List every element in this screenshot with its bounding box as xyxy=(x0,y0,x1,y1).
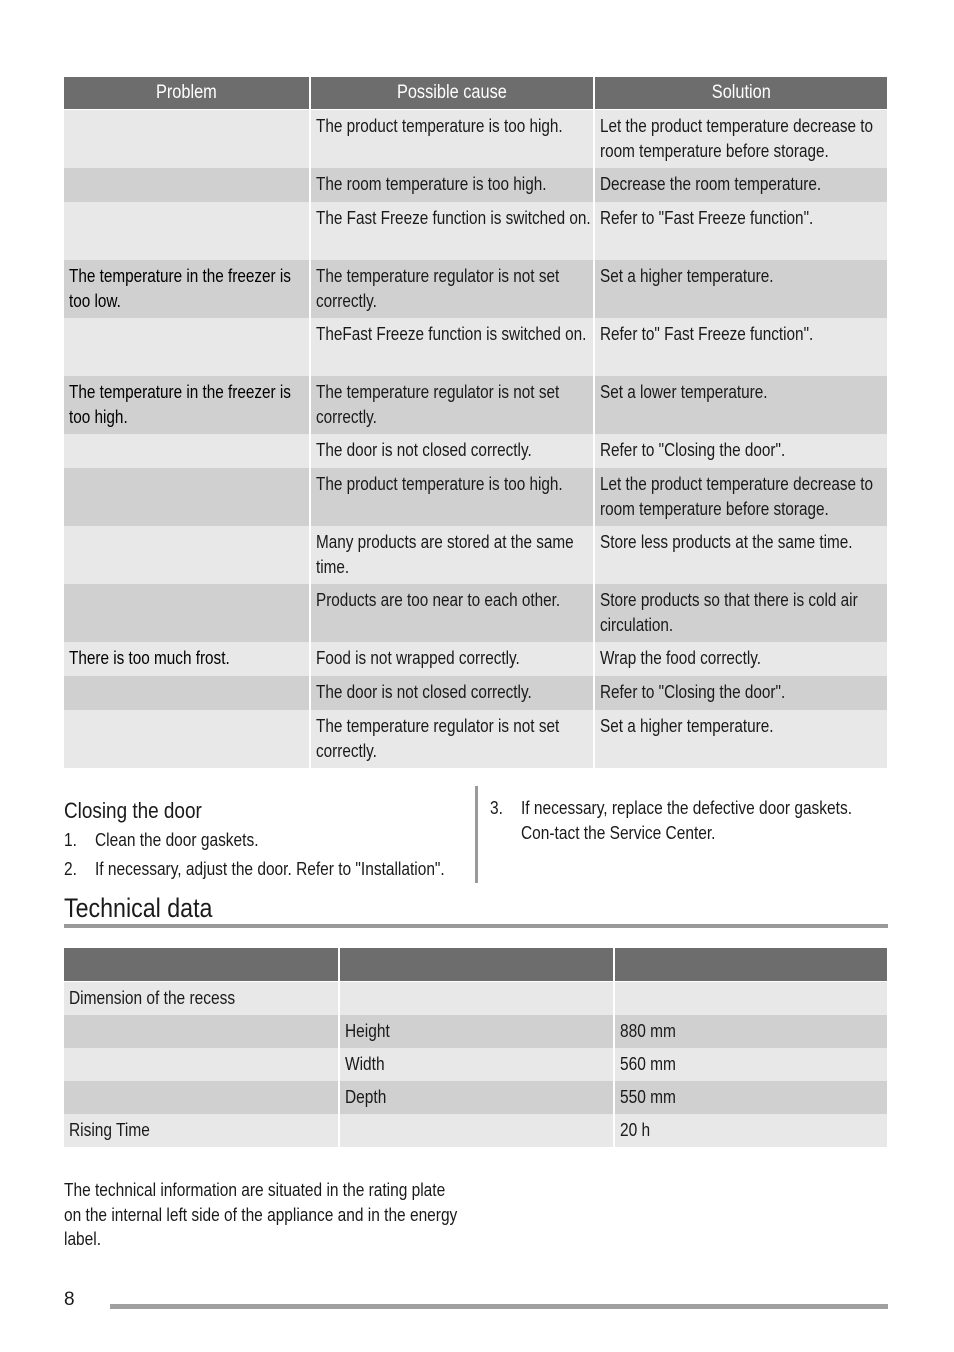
title-rule xyxy=(64,924,888,928)
header-cell xyxy=(64,948,339,982)
problem-cell xyxy=(64,318,310,376)
section-title: Closing the door xyxy=(64,798,202,823)
table-cell: Height xyxy=(339,1015,614,1048)
table-cell xyxy=(64,1015,339,1048)
cause-cell: The room temperature is too high. xyxy=(310,168,594,202)
solution-cell: Wrap the food correctly. xyxy=(594,642,887,676)
cause-cell: The product temperature is too high. xyxy=(310,468,594,526)
troubleshooting-table xyxy=(64,77,887,768)
step-number: 1. xyxy=(64,830,77,850)
list-item xyxy=(64,826,464,855)
table-header-row xyxy=(64,77,887,110)
header-problem: Problem xyxy=(64,77,310,110)
table-row xyxy=(64,468,887,526)
table-cell: 550 mm xyxy=(614,1081,887,1114)
cause-cell: Many products are stored at the same time. xyxy=(310,526,594,584)
problem-cell: There is too much frost. xyxy=(64,642,310,676)
table-row xyxy=(64,260,887,318)
table-cell: Depth xyxy=(339,1081,614,1114)
solution-cell: Set a lower temperature. xyxy=(594,376,887,434)
solution-cell: Let the product temperature decrease to room temperature before storage. xyxy=(594,110,887,169)
table-cell: 880 mm xyxy=(614,1015,887,1048)
cause-cell: The temperature regulator is not set correctly. xyxy=(310,376,594,434)
problem-cell xyxy=(64,110,310,169)
cause-cell: The door is not closed correctly. xyxy=(310,676,594,710)
problem-cell xyxy=(64,676,310,710)
technical-note: The technical information are situated in the rating plate on the internal left side of the appliance and in the energy label. xyxy=(64,1180,458,1249)
header-cell xyxy=(614,948,887,982)
solution-cell: Set a higher temperature. xyxy=(594,710,887,768)
table-header-row xyxy=(64,948,887,982)
table-row xyxy=(64,376,887,434)
solution-cell: Refer to "Closing the door". xyxy=(594,676,887,710)
cause-cell: Food is not wrapped correctly. xyxy=(310,642,594,676)
closing-door-section xyxy=(64,796,464,884)
table-row xyxy=(64,1114,887,1147)
problem-cell: The temperature in the freezer is too high. xyxy=(64,376,310,434)
problem-cell xyxy=(64,468,310,526)
problem-cell xyxy=(64,584,310,642)
footer-rule xyxy=(110,1304,888,1309)
solution-cell: Refer to "Closing the door". xyxy=(594,434,887,468)
column-divider xyxy=(475,786,478,883)
step-text: If necessary, replace the defective door gaskets. Con-tact the Service Center. xyxy=(521,798,852,843)
solution-cell: Store products so that there is cold air circulation. xyxy=(594,584,887,642)
table-row xyxy=(64,710,887,768)
page-number: 8 xyxy=(64,1289,75,1310)
step-number: 3. xyxy=(490,798,503,818)
table-cell xyxy=(64,1048,339,1081)
problem-cell xyxy=(64,202,310,260)
header-possible-cause: Possible cause xyxy=(310,77,594,110)
solution-cell: Store less products at the same time. xyxy=(594,526,887,584)
technical-data-table xyxy=(64,948,887,1147)
table-row xyxy=(64,526,887,584)
table-row xyxy=(64,1048,887,1081)
step-number: 2. xyxy=(64,859,77,879)
cause-cell: The temperature regulator is not set correctly. xyxy=(310,260,594,318)
table-cell xyxy=(64,1081,339,1114)
table-cell: Width xyxy=(339,1048,614,1081)
table-row xyxy=(64,676,887,710)
solution-cell: Set a higher temperature. xyxy=(594,260,887,318)
header-solution: Solution xyxy=(594,77,887,110)
solution-cell: Let the product temperature decrease to room temperature before storage. xyxy=(594,468,887,526)
table-row xyxy=(64,1081,887,1114)
table-row xyxy=(64,584,887,642)
cause-cell: The door is not closed correctly. xyxy=(310,434,594,468)
table-row xyxy=(64,982,887,1016)
cause-cell: The temperature regulator is not set correctly. xyxy=(310,710,594,768)
solution-cell: Refer to "Fast Freeze function". xyxy=(594,202,887,260)
table-cell xyxy=(339,1114,614,1147)
problem-cell xyxy=(64,526,310,584)
problem-cell xyxy=(64,710,310,768)
technical-data-title: Technical data xyxy=(64,893,213,923)
table-row xyxy=(64,434,887,468)
step-text: If necessary, adjust the door. Refer to "Installation". xyxy=(95,859,445,879)
cause-cell: TheFast Freeze function is switched on. xyxy=(310,318,594,376)
problem-cell xyxy=(64,168,310,202)
table-cell: Dimension of the recess xyxy=(64,982,339,1016)
table-row xyxy=(64,202,887,260)
problem-cell: The temperature in the freezer is too low. xyxy=(64,260,310,318)
table-row xyxy=(64,110,887,169)
table-row xyxy=(64,168,887,202)
list-item xyxy=(64,855,464,884)
table-row xyxy=(64,1015,887,1048)
problem-cell xyxy=(64,434,310,468)
solution-cell: Refer to" Fast Freeze function". xyxy=(594,318,887,376)
table-cell: Rising Time xyxy=(64,1114,339,1147)
table-cell: 20 h xyxy=(614,1114,887,1147)
solution-cell: Decrease the room temperature. xyxy=(594,168,887,202)
header-cell xyxy=(339,948,614,982)
cause-cell: Products are too near to each other. xyxy=(310,584,594,642)
cause-cell: The product temperature is too high. xyxy=(310,110,594,169)
table-cell: 560 mm xyxy=(614,1048,887,1081)
cause-cell: The Fast Freeze function is switched on. xyxy=(310,202,594,260)
step-text: Clean the door gaskets. xyxy=(95,830,259,850)
table-row xyxy=(64,642,887,676)
table-cell xyxy=(614,982,887,1016)
table-row xyxy=(64,318,887,376)
table-cell xyxy=(339,982,614,1016)
